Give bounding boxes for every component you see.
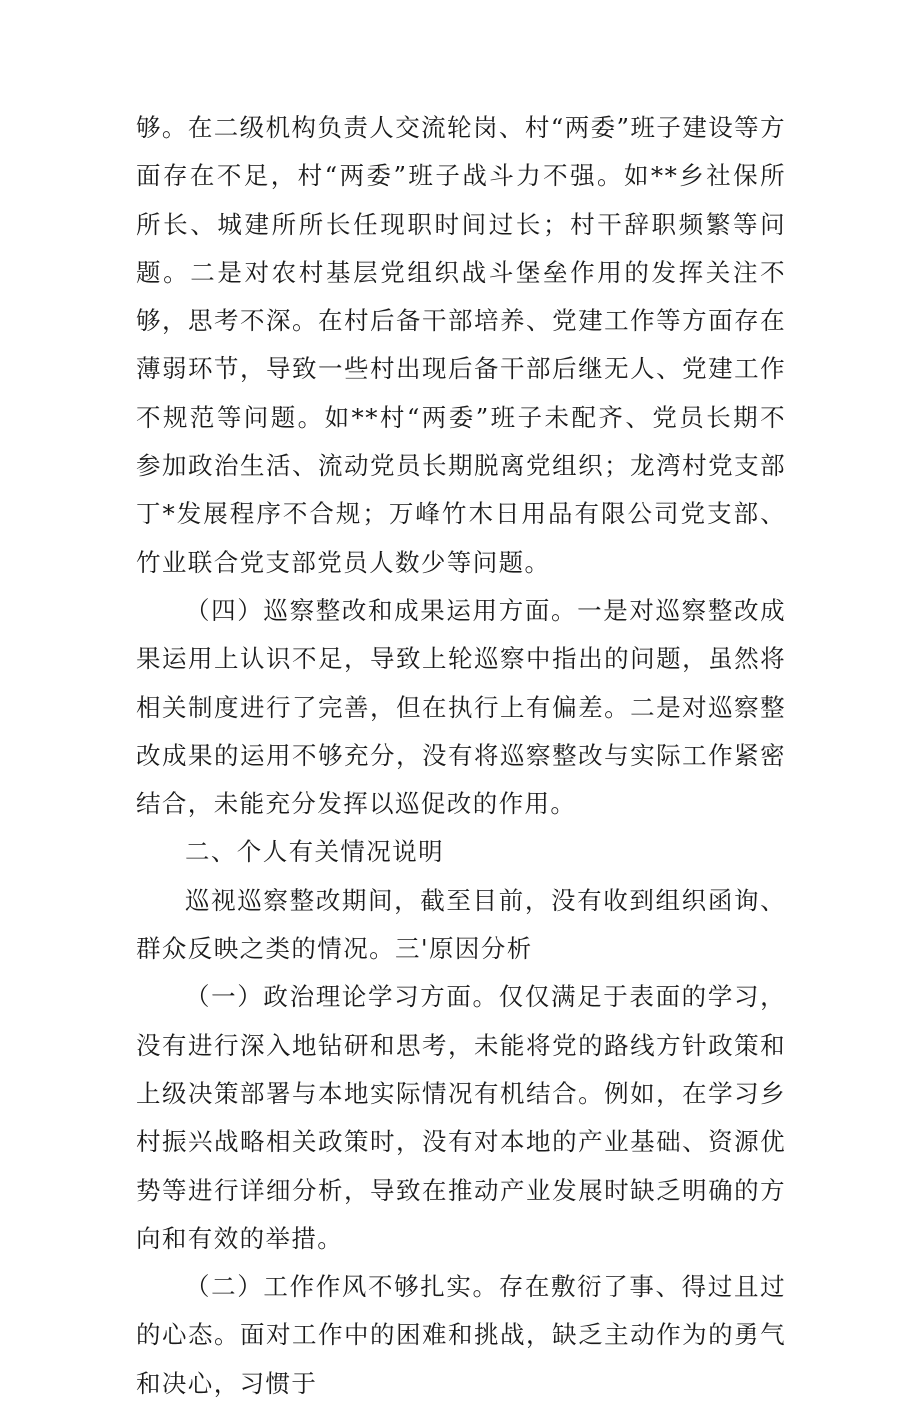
paragraph-continuation: 够。在二级机构负责人交流轮岗、村“两委”班子建设等方面存在不足，村“两委”班子战斗力不强。如**乡社保所所长、城建所所长任现职时间过长；村干辞职频繁等问题。二是对农村基层党组织战斗堡垒作用的发挥关注不够，思考不深。在村后备干部培养、党建工作等方面存在薄弱环节，导致一些村出现后备干部后继无人、党建工作不规范等问题。如**村“两委”班子未配齐、党员长期不参加政治生活、流动党员长期脱离党组织；龙湾村党支部丁*发展程序不合规；万峰竹木日用品有限公司党支部、竹业联合党支部党员人数少等问题。 [136,113,786,577]
paragraph-work-style: （二）工作作风不够扎实。存在敷衍了事、得过且过的心态。面对工作中的困难和挑战，缺乏主动作为的勇气和决心，习惯于 [136,1272,786,1398]
paragraph-political-theory-study: （一）政治理论学习方面。仅仅满足于表面的学习，没有进行深入地钻研和思考，未能将党的路线方针政策和上级决策部署与本地实际情况有机结合。例如，在学习乡村振兴战略相关政策时，没有对本地的产业基础、资源优势等进行详细分析，导致在推动产业发展时缺乏明确的方向和有效的举措。 [136,982,786,1253]
paragraph-personal-situation: 巡视巡察整改期间，截至目前，没有收到组织函询、群众反映之类的情况。三'原因分析 [136,885,786,964]
section-heading-personal-situation: 二、个人有关情况说明 [185,837,444,867]
document-body [136,104,786,1408]
paragraph-inspection-rectification: （四）巡察整改和成果运用方面。一是对巡察整改成果运用上认识不足，导致上轮巡察中指出的问题，虽然将相关制度进行了完善，但在执行上有偏差。二是对巡察整改成果的运用不够充分，没有将巡察整改与实际工作紧密结合，未能充分发挥以巡促改的作用。 [136,595,786,819]
